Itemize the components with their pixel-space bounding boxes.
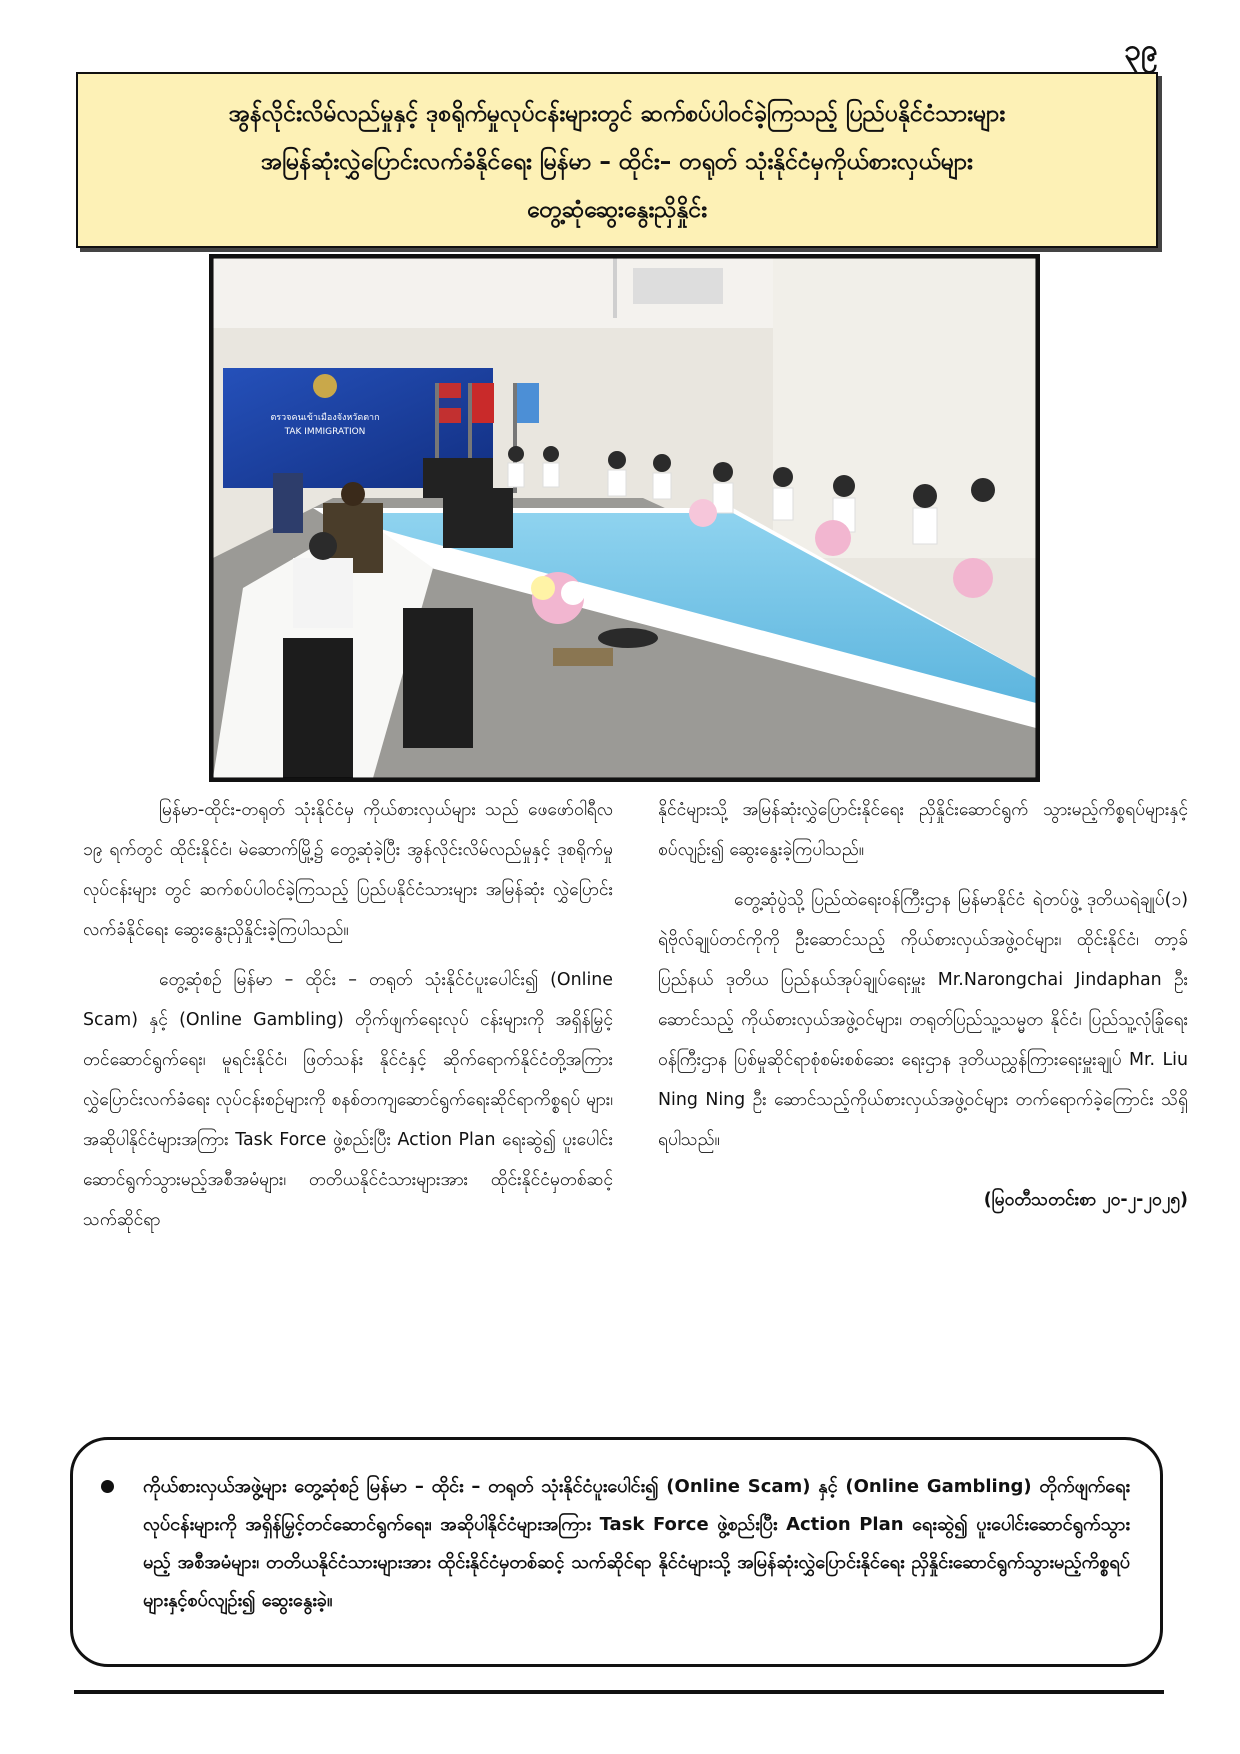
article-paragraph: တွေ့ဆုံပွဲသို့ ပြည်ထဲရေးဝန်ကြီးဌာန မြန်မာနိုင်ငံ ရဲတပ်ဖွဲ့ ဒုတိယရဲချုပ်(၁) ရဲဗိုလ်ချုပ်တင်ကိုကို ဦးဆောင်သည့် ကိုယ်စားလှယ်အဖွဲ့ဝင်များ၊ ထိုင်းနိုင်ငံ၊ တာ့ခ်ပြည်နယ် ဒုတိယ ပြည်နယ်အုပ်ချုပ်ရေးမှူး Mr.Narongchai Jindaphan ဦး ဆောင်သည့် ကိုယ်စားလှယ်အဖွဲ့ဝင်များ၊ တရုတ်ပြည်သူ့သမ္မတ နိုင်ငံ၊ ပြည်သူ့လုံခြုံရေးဝန်ကြီးဌာန ပြစ်မှုဆိုင်ရာစုံစမ်းစစ်ဆေး ရေးဌာန ဒုတိယညွှန်ကြားရေးမှူးချုပ် Mr. Liu Ning Ning ဦး ဆောင်သည့်ကိုယ်စားလှယ်အဖွဲ့ဝင်များ တက်ရောက်ခဲ့ကြောင်း သိရှိရပါသည်။ bbox=[658, 890, 1188, 1150]
bullet-icon bbox=[101, 1480, 114, 1493]
sign-thai: ตรวจคนเข้าเมืองจังหวัดตาก bbox=[270, 413, 380, 423]
article-paragraph: တွေ့ဆုံစဉ် မြန်မာ – ထိုင်း – တရုတ် သုံးနိုင်ငံပူးပေါင်း၍ (Online Scam) နှင့် (Online Gambling) တိုက်ဖျက်ရေးလုပ် ငန်းများကို အရှိန်မြှင့်တင်ဆောင်ရွက်ရေး၊ မူရင်းနိုင်ငံ၊ ဖြတ်သန်း နိုင်ငံနှင့် ဆိုက်ရောက်နိုင်ငံတို့အကြား လွှဲပြောင်းလက်ခံရေး လုပ်ငန်းစဉ်များကို စနစ်တကျဆောင်ရွက်ရေးဆိုင်ရာကိစ္စရပ် များ၊ အဆိုပါနိုင်ငံများအကြား Task Force ဖွဲ့စည်းပြီး Action Plan ရေးဆွဲ၍ ပူးပေါင်းဆောင်ရွက်သွားမည့်အစီအမံများ၊ တတိယနိုင်ငံသားများအား ထိုင်းနိုင်ငံမှတစ်ဆင့် သက်ဆိုင်ရာ bbox=[83, 970, 613, 1230]
article-column-left bbox=[83, 790, 613, 1250]
article-paragraph: နိုင်ငံများသို့ အမြန်ဆုံးလွှဲပြောင်းနိုင်ရေး ညှိနှိုင်းဆောင်ရွက် သွားမည့်ကိစ္စရပ်များနှင့်စပ်လျဉ်း၍ ဆွေးနွေးခဲ့ကြပါသည်။ bbox=[658, 800, 1188, 860]
summary-text: ကိုယ်စားလှယ်အဖွဲ့များ တွေ့ဆုံစဉ် မြန်မာ – ထိုင်း – တရုတ် သုံးနိုင်ငံပူးပေါင်း၍ (Online Scam) နှင့် (Online Gambling) တိုက်ဖျက်ရေးလုပ်ငန်းများကို အရှိန်မြှင့်တင်ဆောင်ရွက်ရေး၊ အဆိုပါနိုင်ငံများအကြား Task Force ဖွဲ့စည်းပြီး Action Plan ရေးဆွဲ၍ ပူးပေါင်းဆောင်ရွက်သွားမည့် အစီအမံများ၊ တတိယနိုင်ငံသားများအား ထိုင်းနိုင်ငံမှတစ်ဆင့် သက်ဆိုင်ရာ နိုင်ငံများသို့ အမြန်ဆုံးလွှဲပြောင်းနိုင်ရေး ညှိနှိုင်းဆောင်ရွက်သွားမည့်ကိစ္စရပ်များနှင့်စပ်လျဉ်း၍ ဆွေးနွေးခဲ့။ bbox=[143, 1476, 1130, 1611]
meeting-photo bbox=[209, 254, 1040, 782]
page-number: ၃၉ bbox=[1124, 33, 1158, 68]
bottom-divider bbox=[74, 1690, 1164, 1694]
headline-line-1: အွန်လိုင်းလိမ်လည်မှုနှင့် ဒုစရိုက်မှုလုပ်ငန်းများတွင် ဆက်စပ်ပါဝင်ခဲ့ကြသည့် ပြည်ပနိုင်ငံသားများ bbox=[228, 101, 1006, 127]
headline-box bbox=[76, 72, 1158, 248]
article-paragraph: မြန်မာ-ထိုင်း-တရုတ် သုံးနိုင်ငံမှ ကိုယ်စားလှယ်များ သည် ဖေဖော်ဝါရီလ ၁၉ ရက်တွင် ထိုင်းနိုင်ငံ၊ မဲဆောက်မြို့၌ တွေ့ဆုံခဲ့ပြီး အွန်လိုင်းလိမ်လည်မှုနှင့် ဒုစရိုက်မှုလုပ်ငန်းများ တွင် ဆက်စပ်ပါဝင်ခဲ့ကြသည့် ပြည်ပနိုင်ငံသားများ အမြန်ဆုံး လွှဲပြောင်းလက်ခံနိုင်ရေး ဆွေးနွေးညှိနှိုင်းခဲ့ကြပါသည်။ bbox=[83, 800, 613, 940]
headline-line-2: အမြန်ဆုံးလွှဲပြောင်းလက်ခံနိုင်ရေး မြန်မာ – ထိုင်း– တရုတ် သုံးနိုင်ငံမှကိုယ်စားလှယ်များ bbox=[261, 149, 973, 175]
source-citation: (မြဝတီသတင်းစာ ၂၀-၂-၂၀၂၅) bbox=[983, 1190, 1188, 1210]
summary-box bbox=[70, 1437, 1163, 1667]
sign-english: TAK IMMIGRATION bbox=[284, 427, 366, 437]
headline-line-3: တွေ့ဆုံဆွေးနွေးညှိနှိုင်း bbox=[526, 197, 708, 223]
article-column-right bbox=[658, 790, 1188, 1230]
meeting-photo-illustration bbox=[213, 258, 1036, 778]
